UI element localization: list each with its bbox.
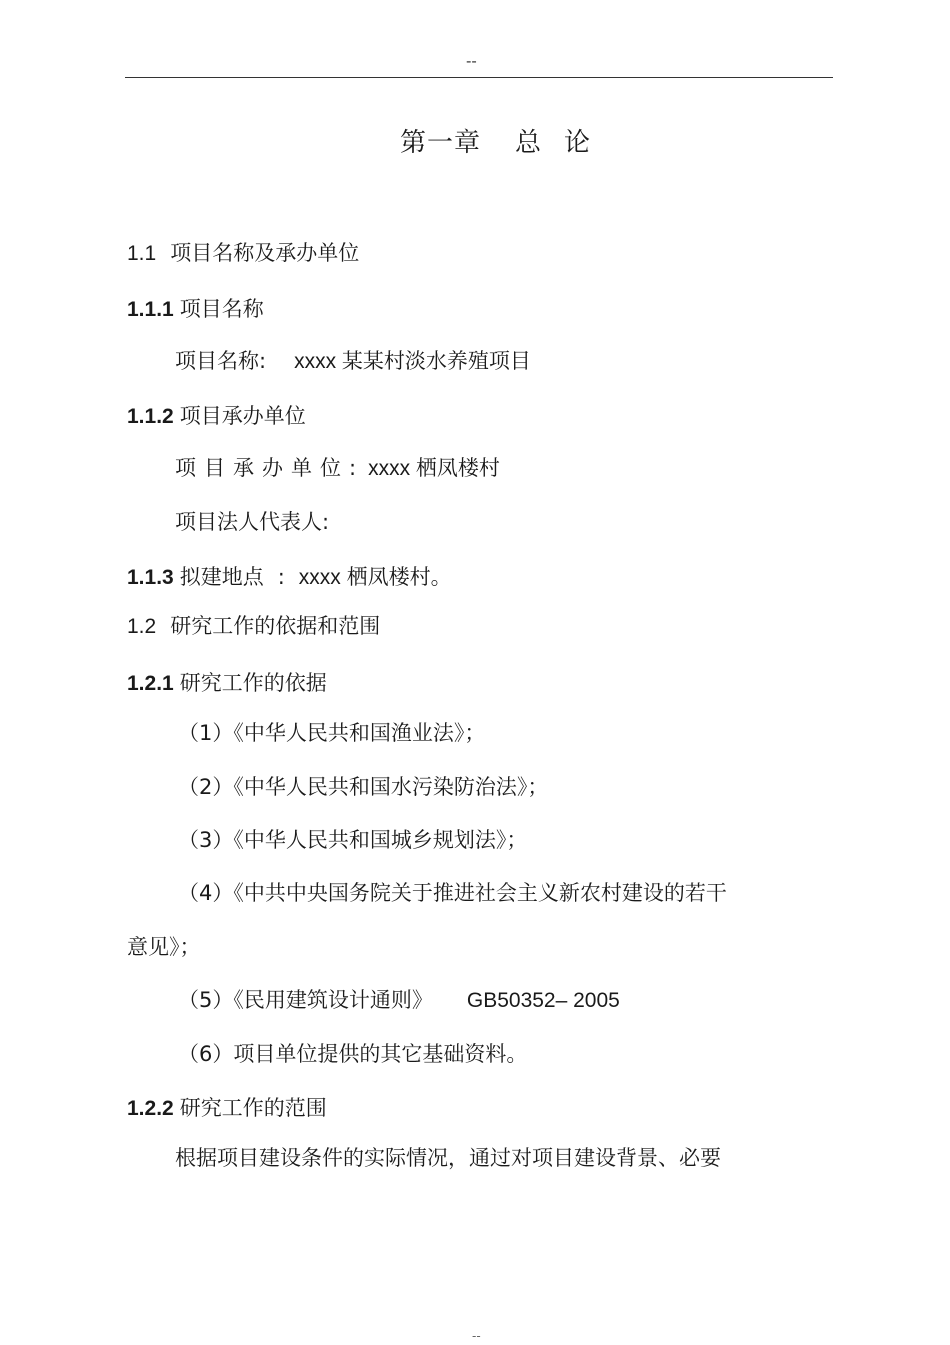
section-title: 项目名称 (179, 297, 264, 321)
section-1-1-2-heading (127, 400, 306, 430)
section-title: 项目名称及承办单位 (170, 241, 360, 265)
section-title: 研究工作的范围 (179, 1096, 327, 1120)
basis-item-2: （2）《中华人民共和国水污染防治法》； (178, 775, 549, 799)
section-number: 1.2.1 (127, 672, 174, 695)
section-title: 研究工作的依据 (179, 671, 327, 695)
section-title: 研究工作的依据和范围 (170, 614, 381, 638)
location-value: xxxx 栖凤楼村。 (298, 566, 452, 589)
organizer-line (175, 452, 500, 482)
chapter-number: 第一章 (400, 128, 482, 158)
section-1-1-1-heading (127, 293, 264, 323)
basis-item-4: （4）《中共中央国务院关于推进社会主义新农村建设的若干 (178, 881, 727, 905)
basis-item-5 (178, 984, 620, 1014)
header-rule (125, 77, 833, 78)
section-number: 1.2.2 (127, 1097, 174, 1120)
legal-representative-line: 项目法人代表人: (175, 510, 330, 534)
section-1-2-1-heading (127, 667, 327, 697)
organizer-label: 项目承办单位: (175, 456, 365, 480)
basis-item-5-code: GB50352– 2005 (466, 989, 620, 1012)
basis-item-1: （1）《中华人民共和国渔业法》； (178, 721, 486, 745)
project-name-value: xxxx 某某村淡水养殖项目 (294, 350, 531, 373)
basis-item-5-title: （5）《民用建筑设计通则》 (178, 988, 433, 1012)
project-name-line (175, 345, 531, 375)
section-1-1-3-heading (127, 561, 452, 591)
organizer-value: xxxx 栖凤楼村 (368, 457, 500, 480)
scope-paragraph: 根据项目建设条件的实际情况，通过对项目建设背景、必要 (175, 1146, 721, 1170)
section-number: 1.1.3 (127, 566, 174, 589)
section-1-2-2-heading (127, 1092, 327, 1122)
section-number: 1.1 (127, 242, 157, 265)
basis-item-6: （6）项目单位提供的其它基础资料。 (178, 1042, 528, 1066)
basis-item-3: （3）《中华人民共和国城乡规划法》； (178, 828, 528, 852)
section-number: 1.1.2 (127, 405, 174, 428)
chapter-word-1: 总 (515, 128, 543, 158)
project-name-label: 项目名称: (175, 349, 267, 373)
chapter-word-2: 论 (564, 128, 592, 158)
section-title: 项目承办单位 (179, 404, 306, 428)
section-number: 1.2 (127, 615, 157, 638)
page-header-mark: -- (466, 52, 477, 70)
section-number: 1.1.1 (127, 298, 174, 321)
section-1-2-heading (127, 610, 380, 640)
section-1-1-heading (127, 237, 359, 267)
basis-item-4-continued: 意见》； (127, 935, 201, 959)
section-title: 拟建地点 (179, 565, 264, 589)
chapter-title (400, 122, 591, 159)
section-colon: : (277, 565, 285, 589)
page-footer-mark: -- (472, 1329, 481, 1343)
